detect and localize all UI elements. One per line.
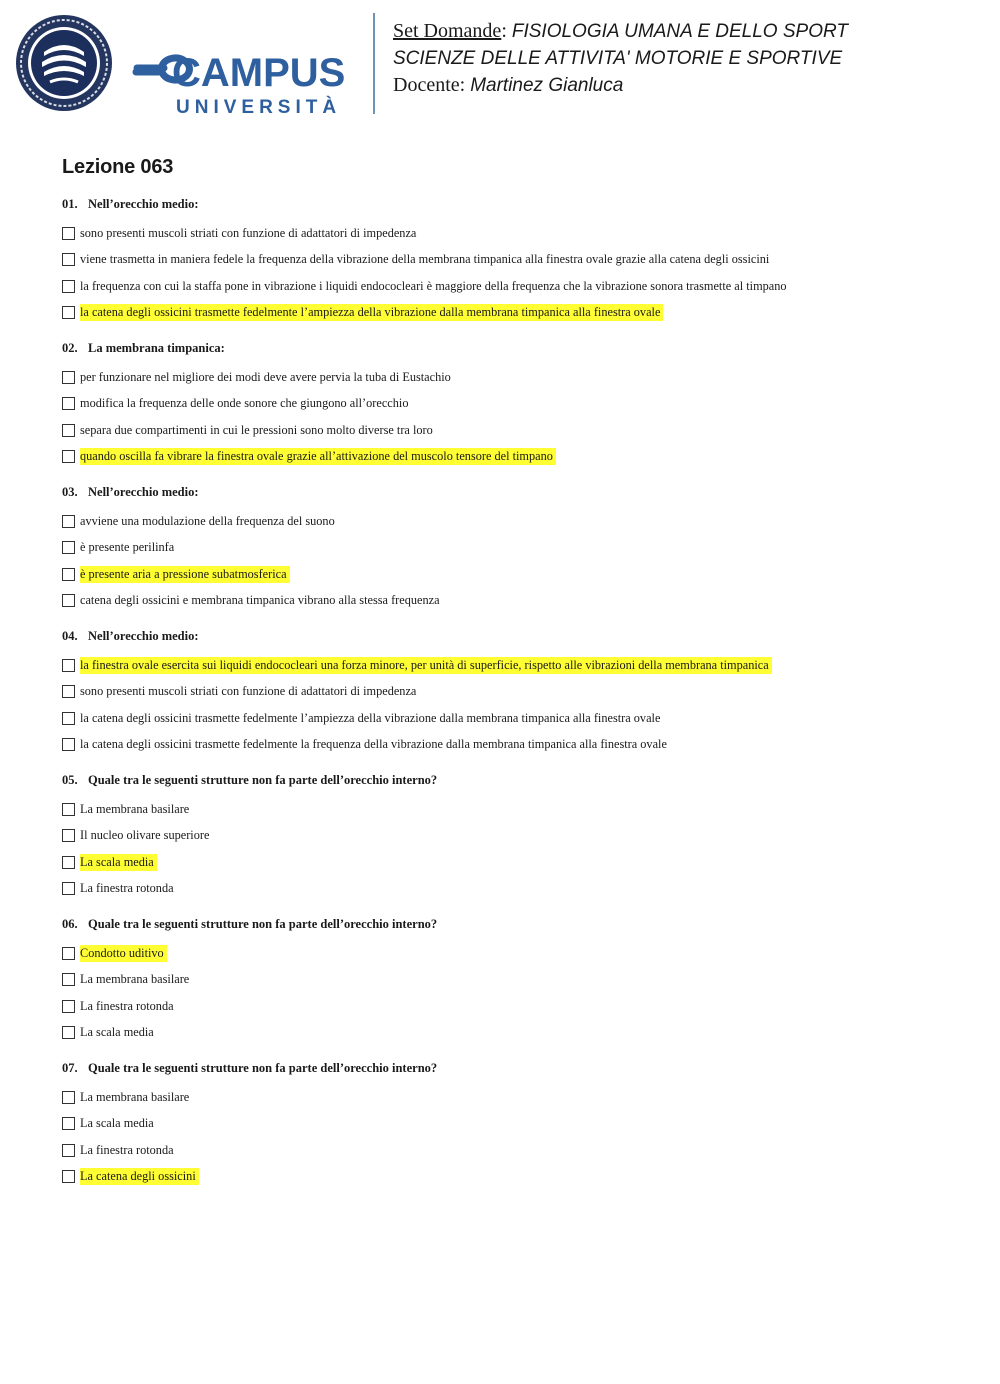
- answer-option[interactable]: [62, 391, 962, 418]
- answer-option[interactable]: [62, 535, 962, 562]
- question-block: [62, 482, 962, 614]
- question-number: 07.: [62, 1061, 78, 1075]
- question-block: [62, 626, 962, 758]
- checkbox-icon[interactable]: [62, 227, 75, 240]
- ecampus-wordmark: [136, 51, 345, 116]
- question-number: 05.: [62, 773, 78, 787]
- header-info: [393, 18, 848, 99]
- answer-text: Il nucleo olivare superiore: [80, 828, 210, 843]
- teacher-name: Martinez Gianluca: [470, 75, 624, 96]
- answer-option[interactable]: [62, 679, 962, 706]
- answer-option[interactable]: [62, 1111, 962, 1138]
- answer-text: La membrana basilare: [80, 972, 190, 987]
- question-text: Nell’orecchio medio:: [88, 629, 199, 643]
- question-text: Nell’orecchio medio:: [88, 197, 199, 211]
- question-number: 06.: [62, 917, 78, 931]
- ecampus-logo-graphic: [14, 12, 364, 116]
- question-heading: [62, 1058, 962, 1078]
- ecampus-logo: [14, 12, 364, 116]
- question-text: Quale tra le seguenti strutture non fa parte dell’orecchio interno?: [88, 1061, 438, 1075]
- answer-text: La finestra rotonda: [80, 881, 174, 896]
- answer-option[interactable]: [62, 417, 962, 444]
- answer-text: è presente perilinfa: [80, 540, 175, 555]
- answer-option[interactable]: [62, 444, 962, 471]
- answer-text: separa due compartimenti in cui le pressioni sono molto diverse tra loro: [80, 422, 433, 437]
- course-line-2-row: [393, 45, 848, 72]
- answer-option[interactable]: [62, 1084, 962, 1111]
- checkbox-icon[interactable]: [62, 1091, 75, 1104]
- answer-option[interactable]: [62, 588, 962, 615]
- question-number: 04.: [62, 629, 78, 643]
- answer-text: La scala media: [80, 1116, 154, 1131]
- answer-text: la catena degli ossicini trasmette fedelmente l’ampiezza della vibrazione dalla membrana timpanica alla finestra ovale: [80, 710, 661, 725]
- course-line-2: SCIENZE DELLE ATTIVITA' MOTORIE E SPORTIVE: [393, 48, 843, 69]
- logo-brand-text: CAMPUS: [172, 51, 346, 95]
- question-text: La membrana timpanica:: [88, 341, 225, 355]
- checkbox-icon[interactable]: [62, 594, 75, 607]
- answer-text: La membrana basilare: [80, 1089, 190, 1104]
- answer-text-highlighted: La catena degli ossicini: [80, 1168, 199, 1185]
- answer-text-highlighted: Condotto uditivo: [80, 945, 167, 962]
- set-label: Set Domande: [393, 20, 502, 42]
- answer-option[interactable]: [62, 1020, 962, 1047]
- question-block: [62, 338, 962, 470]
- answer-option[interactable]: [62, 508, 962, 535]
- question-block: [62, 770, 962, 902]
- checkbox-icon[interactable]: [62, 973, 75, 986]
- answer-text-highlighted: La scala media: [80, 854, 157, 871]
- answer-text-highlighted: è presente aria a pressione subatmosferica: [80, 566, 290, 583]
- question-block: [62, 914, 962, 1046]
- answer-text: la catena degli ossicini trasmette fedelmente la frequenza della vibrazione dalla membrana timpanica alla finestra ovale: [80, 737, 667, 752]
- answer-option[interactable]: [62, 967, 962, 994]
- answer-option[interactable]: [62, 1164, 962, 1191]
- checkbox-icon[interactable]: [62, 541, 75, 554]
- answer-text: La finestra rotonda: [80, 1142, 174, 1157]
- question-heading: [62, 338, 962, 358]
- answer-text: La scala media: [80, 1025, 154, 1040]
- answer-option[interactable]: [62, 823, 962, 850]
- answer-option[interactable]: [62, 652, 962, 679]
- question-list: [62, 194, 962, 1202]
- set-line: [393, 18, 848, 45]
- answer-text: catena degli ossicini e membrana timpanica vibrano alla stessa frequenza: [80, 593, 440, 608]
- answer-option[interactable]: [62, 561, 962, 588]
- answer-option[interactable]: [62, 849, 962, 876]
- answer-option[interactable]: [62, 796, 962, 823]
- checkbox-icon[interactable]: [62, 515, 75, 528]
- logo-subtitle: UNIVERSITÀ: [176, 97, 342, 116]
- checkbox-icon[interactable]: [62, 659, 75, 672]
- checkbox-icon[interactable]: [62, 450, 75, 463]
- checkbox-icon[interactable]: [62, 1170, 75, 1183]
- answer-text: sono presenti muscoli striati con funzione di adattatori di impedenza: [80, 225, 417, 240]
- answer-option[interactable]: [62, 940, 962, 967]
- answer-text: viene trasmetta in maniera fedele la frequenza della vibrazione della membrana timpanica alla finestra ovale grazie alla catena degli ossicini: [80, 252, 770, 267]
- answer-text: modifica la frequenza delle onde sonore che giungono all’orecchio: [80, 396, 409, 411]
- answer-option[interactable]: [62, 876, 962, 903]
- answer-option[interactable]: [62, 247, 962, 274]
- checkbox-icon[interactable]: [62, 253, 75, 266]
- checkbox-icon[interactable]: [62, 856, 75, 869]
- question-text: Nell’orecchio medio:: [88, 485, 199, 499]
- question-number: 02.: [62, 341, 78, 355]
- checkbox-icon[interactable]: [62, 712, 75, 725]
- checkbox-icon[interactable]: [62, 1000, 75, 1013]
- answer-text: sono presenti muscoli striati con funzione di adattatori di impedenza: [80, 684, 417, 699]
- answer-text: La finestra rotonda: [80, 998, 174, 1013]
- answer-option[interactable]: [62, 705, 962, 732]
- checkbox-icon[interactable]: [62, 424, 75, 437]
- checkbox-icon[interactable]: [62, 1117, 75, 1130]
- answer-option[interactable]: [62, 993, 962, 1020]
- answer-option[interactable]: [62, 364, 962, 391]
- checkbox-icon[interactable]: [62, 280, 75, 293]
- header-divider: [373, 13, 375, 114]
- seal-icon: [16, 15, 112, 111]
- checkbox-icon[interactable]: [62, 371, 75, 384]
- teacher-label: Docente:: [393, 74, 466, 96]
- answer-option[interactable]: [62, 1137, 962, 1164]
- answer-option[interactable]: [62, 220, 962, 247]
- answer-text-highlighted: quando oscilla fa vibrare la finestra ovale grazie all’attivazione del muscolo tensore del timpano: [80, 448, 556, 465]
- question-heading: [62, 770, 962, 790]
- answer-text: per funzionare nel migliore dei modi deve avere pervia la tuba di Eustachio: [80, 369, 451, 384]
- question-number: 03.: [62, 485, 78, 499]
- question-heading: [62, 482, 962, 502]
- teacher-line: [393, 72, 848, 99]
- answer-text-highlighted: la finestra ovale esercita sui liquidi endococleari una forza minore, per unità di superficie, rispetto alle vibrazioni della membrana timpanica: [80, 657, 772, 674]
- question-number: 01.: [62, 197, 78, 211]
- question-heading: [62, 914, 962, 934]
- checkbox-icon[interactable]: [62, 306, 75, 319]
- answer-text: avviene una modulazione della frequenza del suono: [80, 513, 335, 528]
- answer-option[interactable]: [62, 300, 962, 327]
- answer-text-highlighted: la catena degli ossicini trasmette fedelmente l’ampiezza della vibrazione dalla membrana timpanica alla finestra ovale: [80, 304, 663, 321]
- checkbox-icon[interactable]: [62, 568, 75, 581]
- question-heading: [62, 626, 962, 646]
- answer-option[interactable]: [62, 273, 962, 300]
- answer-text: La membrana basilare: [80, 801, 190, 816]
- question-text: Quale tra le seguenti strutture non fa parte dell’orecchio interno?: [88, 917, 438, 931]
- question-heading: [62, 194, 962, 214]
- checkbox-icon[interactable]: [62, 685, 75, 698]
- checkbox-icon[interactable]: [62, 738, 75, 751]
- question-block: [62, 194, 962, 326]
- lesson-title: Lezione 063: [62, 156, 174, 178]
- checkbox-icon[interactable]: [62, 1144, 75, 1157]
- checkbox-icon[interactable]: [62, 829, 75, 842]
- question-text: Quale tra le seguenti strutture non fa parte dell’orecchio interno?: [88, 773, 438, 787]
- answer-text: la frequenza con cui la staffa pone in vibrazione i liquidi endococleari è maggiore della frequenza che la vibrazione sonora trasmette al timpano: [80, 278, 787, 293]
- checkbox-icon[interactable]: [62, 882, 75, 895]
- checkbox-icon[interactable]: [62, 397, 75, 410]
- question-block: [62, 1058, 962, 1190]
- checkbox-icon[interactable]: [62, 947, 75, 960]
- checkbox-icon[interactable]: [62, 1026, 75, 1039]
- answer-option[interactable]: [62, 732, 962, 759]
- course-line-1: FISIOLOGIA UMANA E DELLO SPORT: [511, 21, 848, 42]
- set-separator: :: [501, 20, 507, 42]
- checkbox-icon[interactable]: [62, 803, 75, 816]
